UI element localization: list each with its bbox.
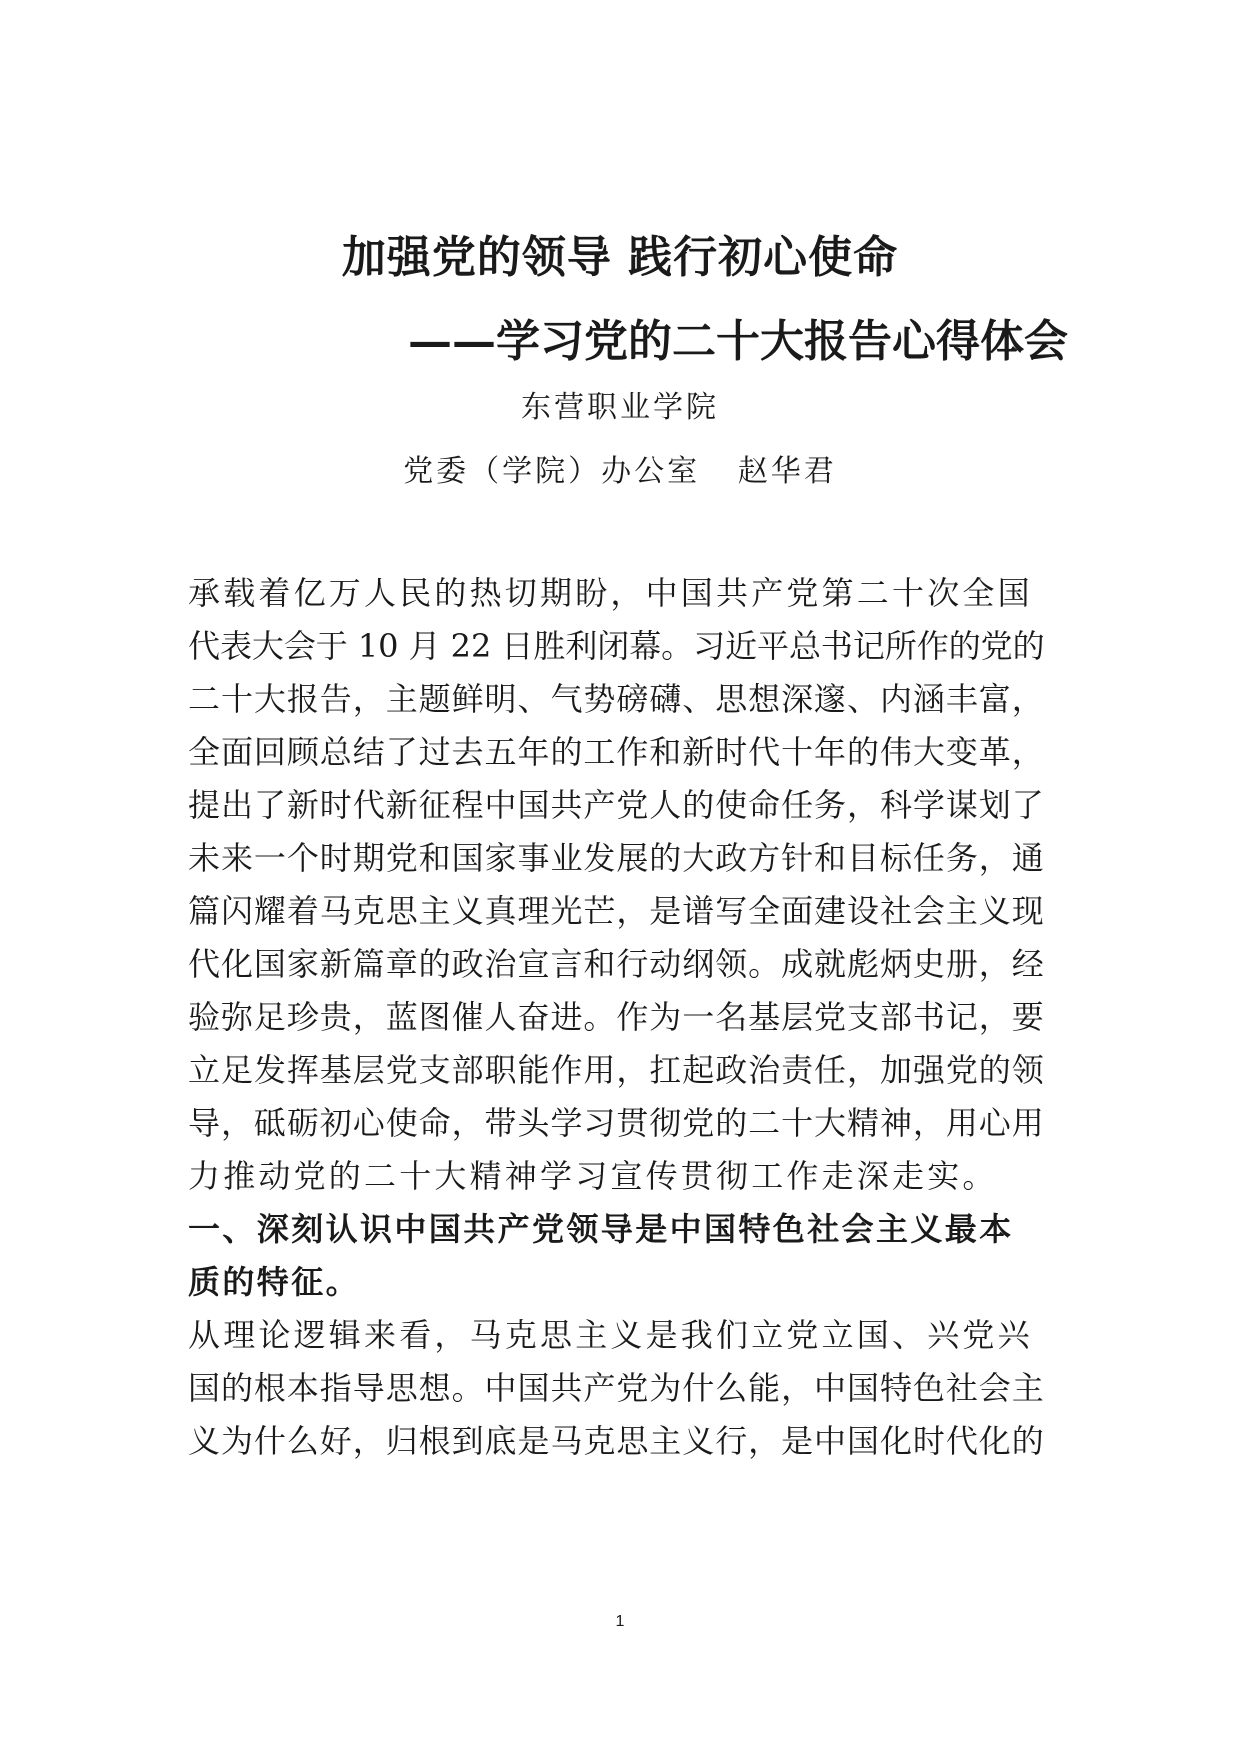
paragraph-1-line: 验弥足珍贵，蓝图催人奋进。作为一名基层党支部书记，要 xyxy=(188,998,1045,1036)
paragraph-1-line: 未来一个时期党和国家事业发展的大政方针和目标任务，通 xyxy=(188,839,1045,877)
author-organization: 东营职业学院 xyxy=(521,390,719,425)
section-heading-line: 质的特征。 xyxy=(188,1263,361,1301)
paragraph-2-line: 义为什么好，归根到底是马克思主义行，是中国化时代化的 xyxy=(188,1422,1045,1460)
paragraph-2-line: 国的根本指导思想。中国共产党为什么能，中国特色社会主 xyxy=(188,1369,1045,1407)
paragraph-1-line: 导，砥砺初心使命，带头学习贯彻党的二十大精神，用心用 xyxy=(188,1104,1045,1142)
paragraph-1-line: 代化国家新篇章的政治宣言和行动纲领。成就彪炳史册，经 xyxy=(188,945,1045,983)
document-title: 加强党的领导 践行初心使命 xyxy=(341,232,899,283)
paragraph-1-line: 提出了新时代新征程中国共产党人的使命任务，科学谋划了 xyxy=(188,786,1045,824)
paragraph-1-line: 全面回顾总结了过去五年的工作和新时代十年的伟大变革， xyxy=(188,733,1045,771)
paragraph-1-line: 篇闪耀着马克思主义真理光芒，是谱写全面建设社会主义现 xyxy=(188,892,1045,930)
page-number: 1 xyxy=(615,1613,625,1630)
author-department-name: 党委（学院）办公室 赵华君 xyxy=(403,454,837,489)
section-heading-line: 一、深刻认识中国共产党领导是中国特色社会主义最本 xyxy=(188,1210,1014,1248)
paragraph-1-line: 代表大会于 10 月 22 日胜利闭幕。习近平总书记所作的党的 xyxy=(188,627,1045,665)
paragraph-1-line: 二十大报告，主题鲜明、气势磅礴、思想深邃、内涵丰富， xyxy=(188,680,1045,718)
paragraph-1-line: 力推动党的二十大精神学习宣传贯彻工作走深走实。 xyxy=(188,1157,998,1195)
document-subtitle: ——学习党的二十大报告心得体会 xyxy=(408,316,1068,367)
paragraph-1-line: 立足发挥基层党支部职能作用，扛起政治责任，加强党的领 xyxy=(188,1051,1045,1089)
paragraph-2-line: 从理论逻辑来看，马克思主义是我们立党立国、兴党兴 xyxy=(188,1316,1033,1354)
paragraph-1-line: 承载着亿万人民的热切期盼，中国共产党第二十次全国 xyxy=(188,574,1033,612)
